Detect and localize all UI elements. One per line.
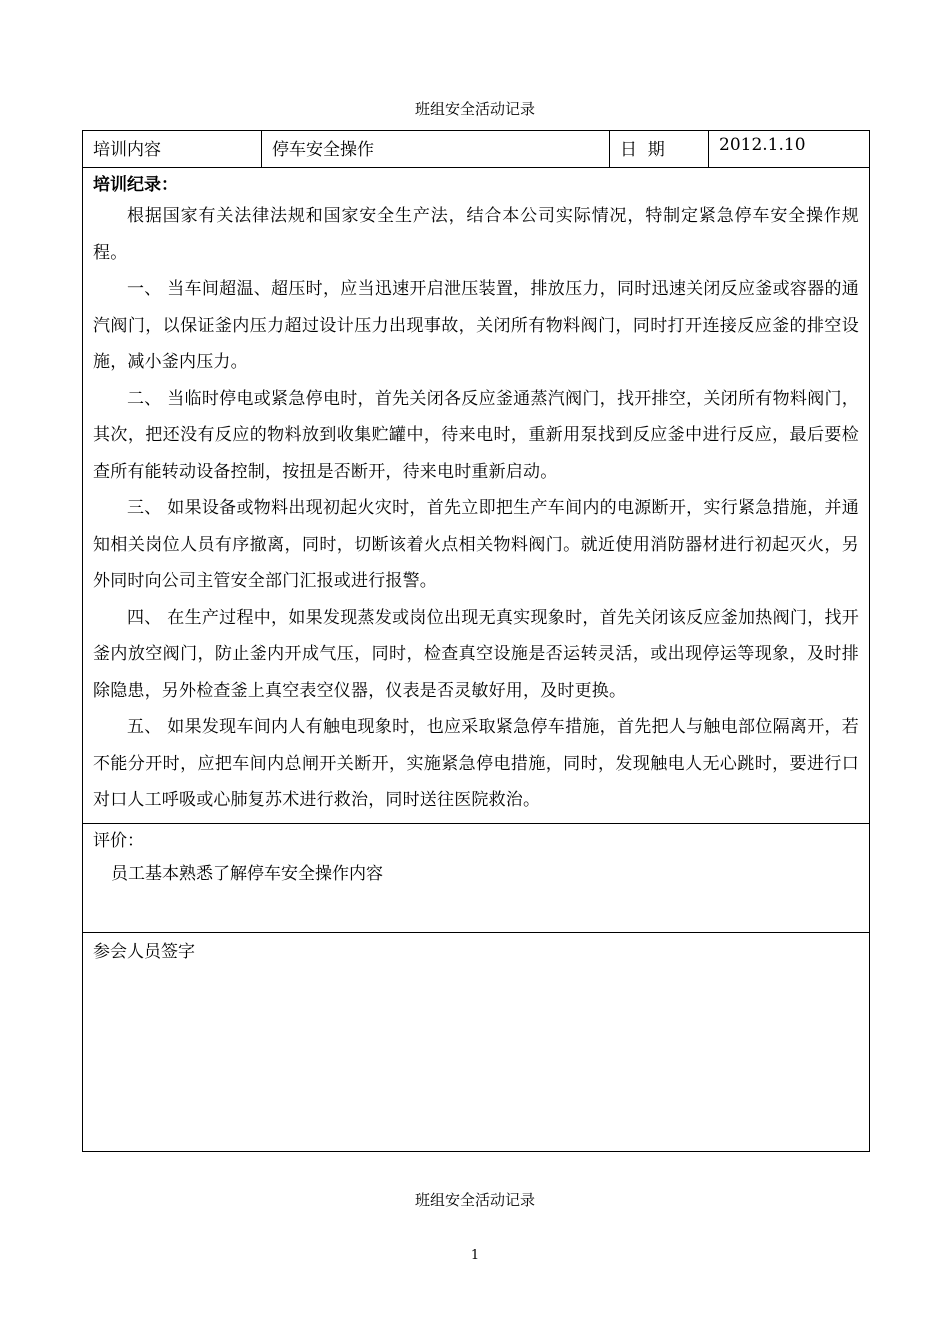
evaluation-cell (83, 823, 870, 932)
training-content-cell (83, 168, 870, 824)
evaluation-row (83, 823, 870, 932)
signature-row (83, 932, 870, 1151)
paragraph-item-3: 三、 如果设备或物料出现初起火灾时，首先立即把生产车间内的电源断开，实行紧急措施，并通知相关岗位人员有序撤离，同时，切断该着火点相关物料阀门。就近使用消防器材进行初起灭火，另外同时向公司主管安全部门汇报或进行报警。 (93, 498, 859, 591)
paragraph-item-2: 二、 当临时停电或紧急停电时，首先关闭各反应釜通蒸汽阀门，找开排空，关闭所有物料阀门，其次，把还没有反应的物料放到收集贮罐中，待来电时，重新用泵找到反应釜中进行反应，最后要检查所有能转动设备控制，按扭是否断开，待来电时重新启动。 (93, 388, 859, 482)
date-value: 2012.1.10 (709, 131, 870, 168)
section-heading: 培训纪录： (93, 175, 178, 195)
topic-label: 培训内容 (83, 131, 262, 168)
topic-row (83, 131, 870, 168)
evaluation-label: 评价： (93, 830, 144, 851)
paragraph-item-1: 一、 当车间超温、超压时，应当迅速开启泄压装置，排放压力，同时迅速关闭反应釜或容器的通汽阀门，以保证釜内压力超过设计压力出现事故，关闭所有物料阀门，同时打开连接反应釜的排空设施，减小釜内压力。 (93, 279, 859, 372)
paragraph-intro: 根据国家有关法律法规和国家安全生产法，结合本公司实际情况，特制定紧急停车安全操作规程。 (93, 206, 859, 263)
evaluation-text: 员工基本熟悉了解停车安全操作内容 (111, 863, 383, 884)
training-content-row (83, 168, 870, 824)
date-label: 日 期 (610, 131, 709, 168)
activity-record-table (82, 130, 870, 1152)
header-title: 班组安全活动记录 (414, 100, 535, 118)
footer-title: 班组安全活动记录 (414, 1191, 535, 1209)
signature-cell (83, 932, 870, 1151)
signature-label: 参会人员签字 (93, 941, 195, 962)
paragraph-item-5: 五、 如果发现车间内人有触电现象时，也应采取紧急停车措施，首先把人与触电部位隔离开，若不能分开时，应把车间内总闸开关断开，实施紧急停电措施，同时，发现触电人无心跳时，要进行口对口人工呼吸或心肺复苏术进行救治，同时送往医院救治。 (93, 717, 859, 810)
topic-value: 停车安全操作 (262, 131, 610, 168)
paragraph-item-4: 四、 在生产过程中，如果发现蒸发或岗位出现无真实现象时，首先关闭该反应釜加热阀门，找开釜内放空阀门，防止釜内开成气压，同时，检查真空设施是否运转灵活，或出现停运等现象，及时排除隐患，另外检查釜上真空表空仪器，仪表是否灵敏好用，及时更换。 (93, 607, 859, 701)
page-number: 1 (470, 1248, 480, 1263)
